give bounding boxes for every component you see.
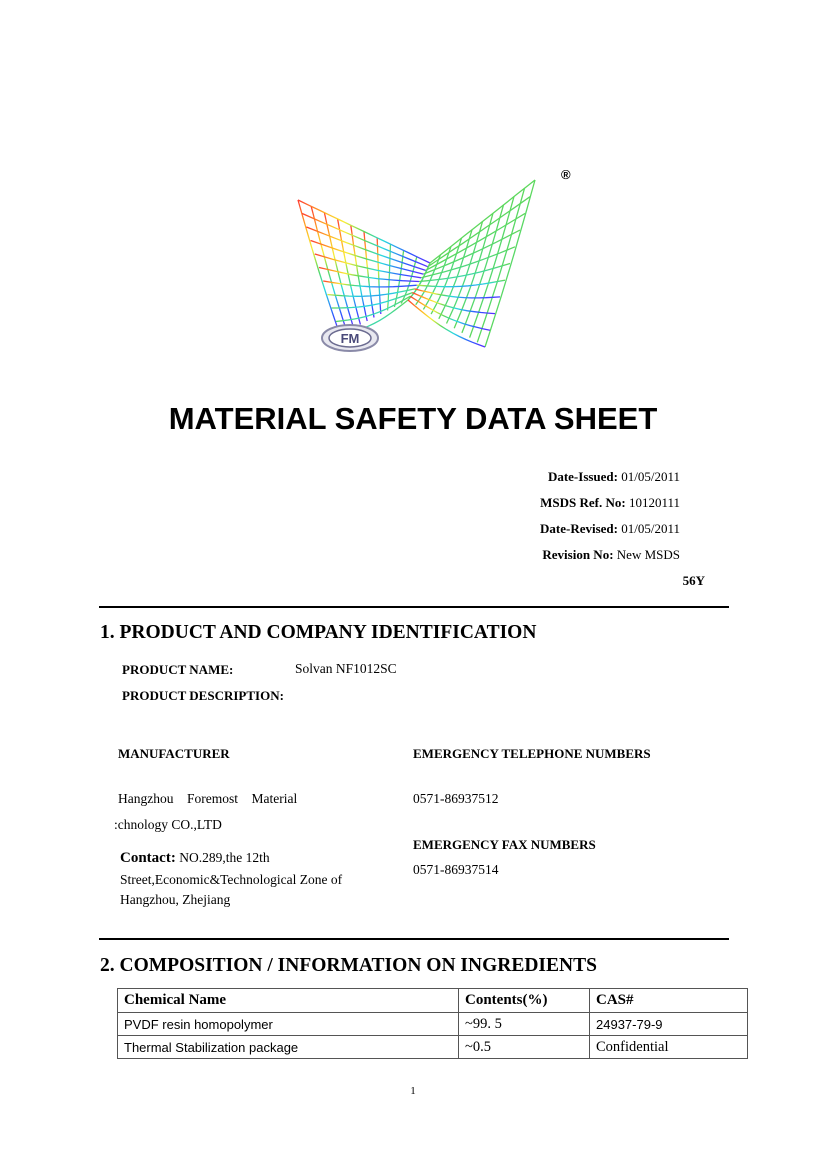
meta-msds-ref: MSDS Ref. No: 10120111 [540, 495, 680, 510]
manufacturer-label: MANUFACTURER [118, 746, 230, 761]
emergency-phone-value: 0571-86937512 [413, 791, 499, 806]
contact-line-2: Street,Economic&Technological Zone of [120, 872, 343, 887]
meta-date-revised: Date-Revised: 01/05/2011 [540, 521, 680, 536]
column-header: Contents(%) [459, 989, 590, 1013]
table-header-row [118, 989, 748, 1013]
section2-heading: 2. COMPOSITION / INFORMATION ON INGREDIENTS [100, 955, 597, 976]
manufacturer-line-2: :chnology CO.,LTD [114, 817, 222, 832]
table-cell: ~0.5 [459, 1036, 590, 1059]
manufacturer-line-1: Hangzhou Foremost Material [118, 791, 298, 806]
column-header: CAS# [590, 989, 748, 1013]
table-row [118, 1013, 748, 1036]
emergency-fax-label: EMERGENCY FAX NUMBERS [413, 837, 596, 852]
contact-line-1: Contact: NO.289,the 12th [120, 850, 270, 866]
column-header: Chemical Name [118, 989, 459, 1013]
table-cell: PVDF resin homopolymer [118, 1013, 459, 1036]
svg-text:FM: FM [340, 331, 360, 346]
fm-badge-icon [322, 325, 378, 351]
meta-revision-no: Revision No: New MSDS [542, 547, 680, 562]
registered-mark: ® [561, 167, 571, 182]
section-divider [99, 938, 729, 940]
product-name-value: Solvan NF1012SC [295, 661, 397, 676]
contact-line-3: Hangzhou, Zhejiang [120, 892, 231, 907]
section1-heading: 1. PRODUCT AND COMPANY IDENTIFICATION [100, 622, 537, 643]
page-number: 1 [410, 1085, 416, 1097]
table-row [118, 1036, 748, 1059]
composition-table [117, 988, 748, 1059]
table-cell: 24937-79-9 [590, 1013, 748, 1036]
fm-logo-icon [290, 165, 590, 360]
emergency-fax-value: 0571-86937514 [413, 862, 499, 877]
meta-date-issued: Date-Issued: 01/05/2011 [547, 469, 680, 484]
meta-code: 56Y [682, 573, 705, 588]
section-divider [99, 606, 729, 608]
emergency-phone-label: EMERGENCY TELEPHONE NUMBERS [413, 746, 651, 761]
table-cell: Thermal Stabilization package [118, 1036, 459, 1059]
product-name-label: PRODUCT NAME: [122, 662, 234, 677]
table-cell: Confidential [590, 1036, 748, 1059]
page-title: MATERIAL SAFETY DATA SHEET [168, 401, 658, 436]
product-description-label: PRODUCT DESCRIPTION: [122, 688, 284, 703]
table-cell: ~99. 5 [459, 1013, 590, 1036]
